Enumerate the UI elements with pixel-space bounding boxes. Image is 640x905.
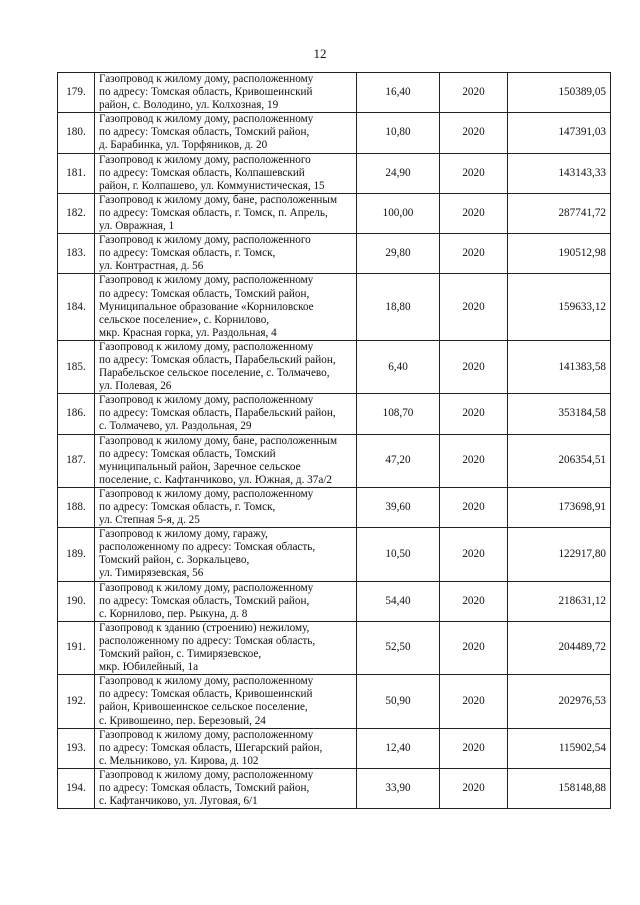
table-row (58, 113, 611, 153)
row-number: 186. (58, 394, 95, 434)
pipe-length: 52,50 (357, 621, 440, 674)
row-number: 189. (58, 528, 95, 581)
pipe-length: 100,00 (357, 193, 440, 233)
table-row (58, 728, 611, 768)
commission-year: 2020 (440, 528, 508, 581)
commission-year: 2020 (440, 581, 508, 621)
row-number: 185. (58, 340, 95, 393)
object-cost: 141383,58 (508, 340, 611, 393)
row-number: 179. (58, 73, 95, 113)
pipe-length: 12,40 (357, 728, 440, 768)
object-description: Газопровод к жилому дому, расположенного по адресу: Томская область, Колпашевский район, г. Колпашево, ул. Коммунистическая, 15 (95, 153, 357, 193)
pipe-length: 33,90 (357, 768, 440, 808)
commission-year: 2020 (440, 113, 508, 153)
object-description: Газопровод к жилому дому, расположенному по адресу: Томская область, Томский район, Муниципальное образование «Корниловское сельское поселение», с. Корнилово, мкр. Красная горка, ул. Раздольная, 4 (95, 274, 357, 340)
object-description: Газопровод к жилому дому, расположенному по адресу: Томская область, Томский район, с. Корнилово, пер. Рыкуна, д. 8 (95, 581, 357, 621)
page-number: 12 (313, 46, 327, 61)
object-description: Газопровод к жилому дому, гаражу, расположенному по адресу: Томская область, Томский район, с. Зоркальцево, ул. Тимирязевская, 56 (95, 528, 357, 581)
row-number: 181. (58, 153, 95, 193)
row-number: 191. (58, 621, 95, 674)
row-number: 190. (58, 581, 95, 621)
pipe-length: 47,20 (357, 434, 440, 487)
commission-year: 2020 (440, 153, 508, 193)
table-row (58, 487, 611, 527)
table-row (58, 394, 611, 434)
object-description: Газопровод к жилому дому, расположенному по адресу: Томская область, Шегарский район, с. Мельниково, ул. Кирова, д. 102 (95, 728, 357, 768)
object-cost: 159633,12 (508, 274, 611, 340)
commission-year: 2020 (440, 234, 508, 274)
object-description: Газопровод к жилому дому, бане, расположенным по адресу: Томская область, г. Томск, п. Апрель, ул. Овражная, 1 (95, 193, 357, 233)
pipe-length: 50,90 (357, 675, 440, 728)
pipe-length: 6,40 (357, 340, 440, 393)
pipe-length: 39,60 (357, 487, 440, 527)
commission-year: 2020 (440, 73, 508, 113)
table-row (58, 340, 611, 393)
table-row (58, 153, 611, 193)
object-description: Газопровод к жилому дому, расположенному по адресу: Томская область, Кривошеинский район, с. Володино, ул. Колхозная, 19 (95, 73, 357, 113)
commission-year: 2020 (440, 728, 508, 768)
object-description: Газопровод к жилому дому, бане, расположенным по адресу: Томская область, Томский муниципальный район, Заречное сельское поселение, с. Кафтанчиково, ул. Южная, д. 37а/2 (95, 434, 357, 487)
commission-year: 2020 (440, 193, 508, 233)
table-body (58, 73, 611, 809)
row-number: 184. (58, 274, 95, 340)
table-row (58, 234, 611, 274)
pipe-length: 54,40 (357, 581, 440, 621)
object-description: Газопровод к жилому дому, расположенному по адресу: Томская область, г. Томск, ул. Степная 5-я, д. 25 (95, 487, 357, 527)
object-description: Газопровод к зданию (строению) нежилому, расположенному по адресу: Томская область, Томский район, с. Тимирязевское, мкр. Юбилейный, 1а (95, 621, 357, 674)
table-row (58, 73, 611, 113)
commission-year: 2020 (440, 340, 508, 393)
table-row (58, 434, 611, 487)
table-row (58, 193, 611, 233)
pipe-length: 24,90 (357, 153, 440, 193)
pipe-length: 29,80 (357, 234, 440, 274)
object-cost: 173698,91 (508, 487, 611, 527)
object-cost: 206354,51 (508, 434, 611, 487)
pipe-length: 18,80 (357, 274, 440, 340)
row-number: 182. (58, 193, 95, 233)
commission-year: 2020 (440, 768, 508, 808)
table-row (58, 528, 611, 581)
pipe-length: 10,50 (357, 528, 440, 581)
object-cost: 143143,33 (508, 153, 611, 193)
object-cost: 122917,80 (508, 528, 611, 581)
object-description: Газопровод к жилому дому, расположенному по адресу: Томская область, Парабельский район, Парабельское сельское поселение, с. Толмачево, ул. Полевая, 26 (95, 340, 357, 393)
object-cost: 147391,03 (508, 113, 611, 153)
object-description: Газопровод к жилому дому, расположенному по адресу: Томская область, Парабельский район, с. Толмачево, ул. Раздольная, 29 (95, 394, 357, 434)
table-row (58, 581, 611, 621)
table-row (58, 621, 611, 674)
commission-year: 2020 (440, 621, 508, 674)
object-cost: 218631,12 (508, 581, 611, 621)
commission-year: 2020 (440, 434, 508, 487)
object-cost: 190512,98 (508, 234, 611, 274)
table-row (58, 675, 611, 728)
object-cost: 115902,54 (508, 728, 611, 768)
commission-year: 2020 (440, 487, 508, 527)
pipe-length: 108,70 (357, 394, 440, 434)
row-number: 193. (58, 728, 95, 768)
row-number: 183. (58, 234, 95, 274)
object-cost: 287741,72 (508, 193, 611, 233)
object-cost: 202976,53 (508, 675, 611, 728)
row-number: 192. (58, 675, 95, 728)
object-cost: 150389,05 (508, 73, 611, 113)
pipe-length: 16,40 (357, 73, 440, 113)
row-number: 187. (58, 434, 95, 487)
object-description: Газопровод к жилому дому, расположенному по адресу: Томская область, Кривошеинский район, Кривошеинское сельское поселение, с. Кривошеино, пер. Березовый, 24 (95, 675, 357, 728)
object-cost: 204489,72 (508, 621, 611, 674)
object-description: Газопровод к жилому дому, расположенному по адресу: Томская область, Томский район, с. Кафтанчиково, ул. Луговая, 6/1 (95, 768, 357, 808)
object-cost: 353184,58 (508, 394, 611, 434)
object-description: Газопровод к жилому дому, расположенному по адресу: Томская область, Томский район, д. Барабинка, ул. Торфяников, д. 20 (95, 113, 357, 153)
table-row (58, 768, 611, 808)
table-row (58, 274, 611, 340)
commission-year: 2020 (440, 675, 508, 728)
objects-table (57, 72, 611, 809)
object-cost: 158148,88 (508, 768, 611, 808)
commission-year: 2020 (440, 274, 508, 340)
row-number: 180. (58, 113, 95, 153)
object-description: Газопровод к жилому дому, расположенного по адресу: Томская область, г. Томск, ул. Контрастная, д. 56 (95, 234, 357, 274)
pipe-length: 10,80 (357, 113, 440, 153)
row-number: 188. (58, 487, 95, 527)
commission-year: 2020 (440, 394, 508, 434)
row-number: 194. (58, 768, 95, 808)
